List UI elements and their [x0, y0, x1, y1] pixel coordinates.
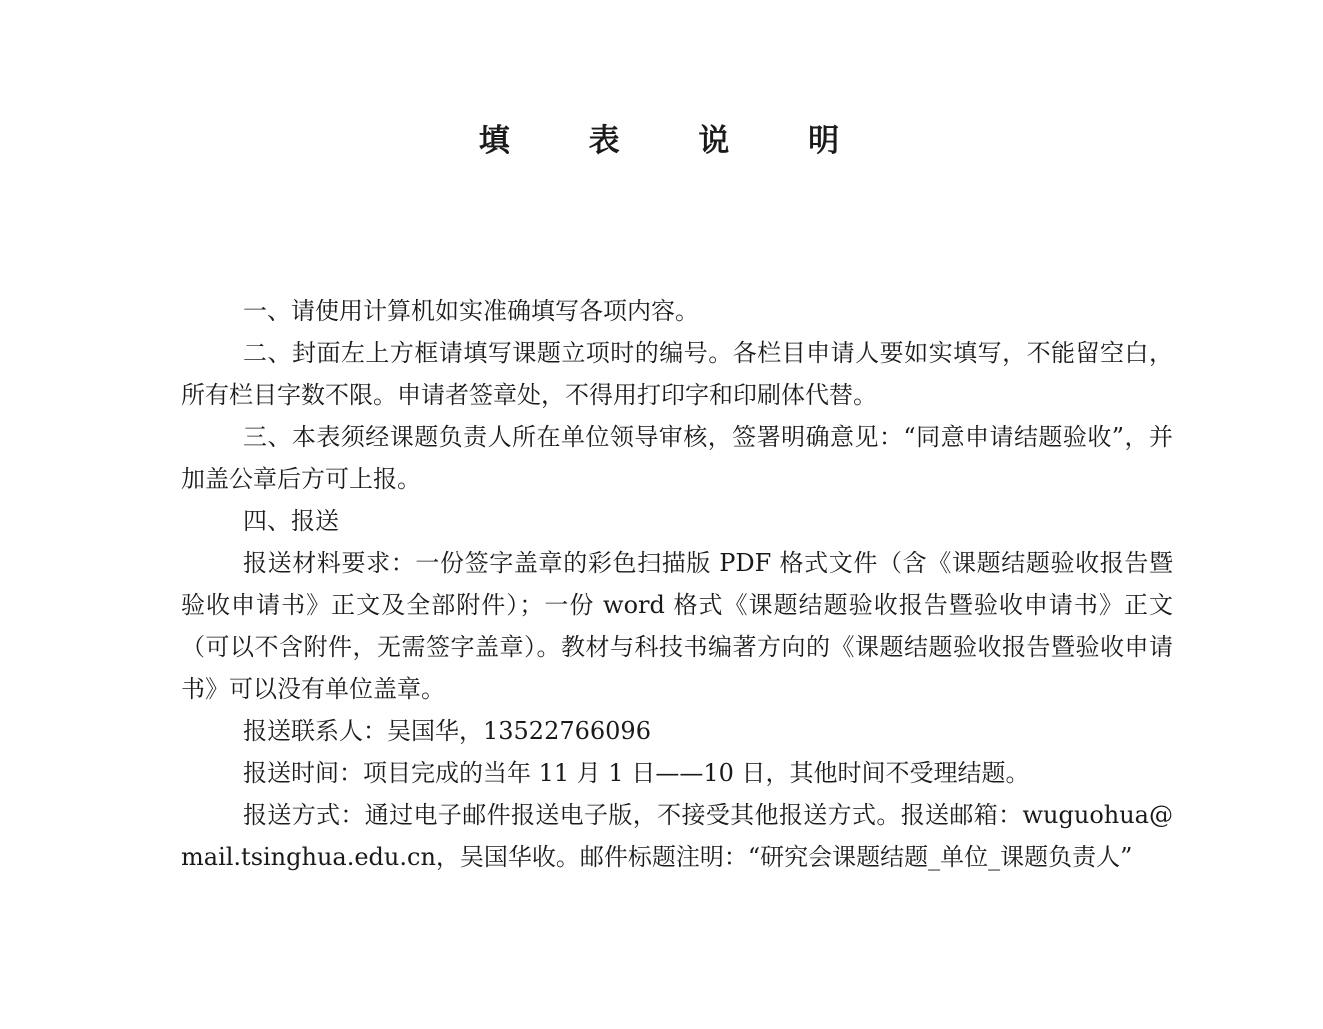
- instructions-body: [181, 290, 1173, 878]
- paragraph-2: 二、封面左上方框请填写课题立项时的编号。各栏目申请人要如实填写，不能留空白，所有栏目字数不限。申请者签章处，不得用打印字和印刷体代替。: [181, 339, 1173, 409]
- page-title: 填 表 说 明: [478, 123, 874, 159]
- paragraph-1: 一、请使用计算机如实准确填写各项内容。: [243, 297, 699, 325]
- paragraph-6: 报送联系人：吴国华，13522766096: [243, 717, 651, 745]
- paragraph-4: 四、报送: [243, 507, 339, 535]
- paragraph-3: 三、本表须经课题负责人所在单位领导审核，签署明确意见：“同意申请结题验收”，并加盖公章后方可上报。: [181, 423, 1173, 493]
- paragraph-7: 报送时间：项目完成的当年 11 月 1 日——10 日，其他时间不受理结题。: [243, 759, 1030, 787]
- paragraph-8: 报送方式：通过电子邮件报送电子版，不接受其他报送方式。报送邮箱：wuguohua@mail.tsinghua.edu.cn，吴国华收。邮件标题注明：“研究会课题结题_单位_课题负责人”: [181, 801, 1173, 871]
- paragraph-5: 报送材料要求：一份签字盖章的彩色扫描版 PDF 格式文件（含《课题结题验收报告暨验收申请书》正文及全部附件）；一份 word 格式《课题结题验收报告暨验收申请书》正文（可以不含附件，无需签字盖章）。教材与科技书编著方向的《课题结题验收报告暨验收申请书》可以没有单位盖章。: [181, 549, 1173, 703]
